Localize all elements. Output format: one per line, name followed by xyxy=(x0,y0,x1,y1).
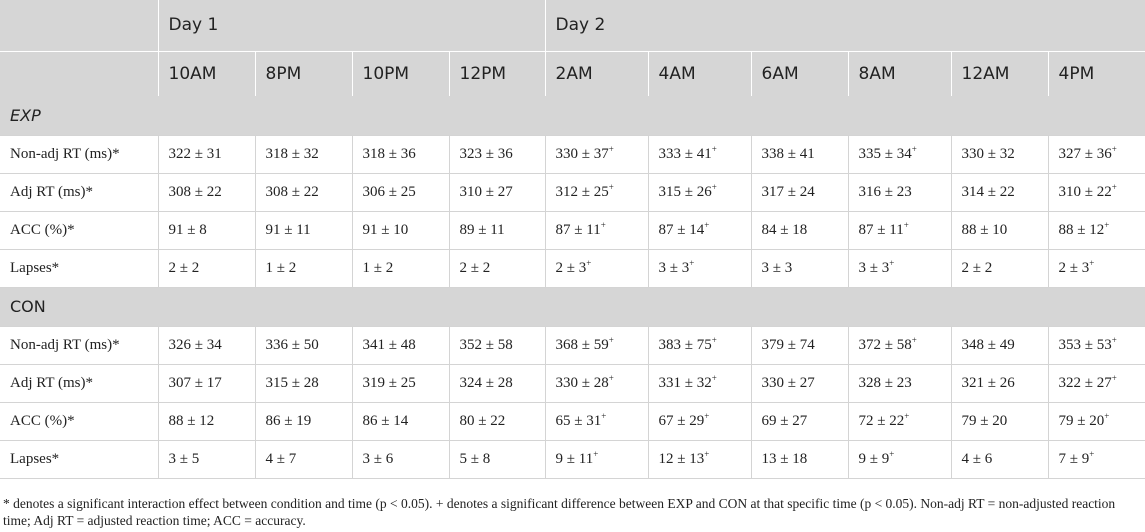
cell-value: 307 ± 17 xyxy=(168,374,222,391)
table-cell xyxy=(255,364,352,402)
significance-marker: + xyxy=(1111,181,1117,192)
table-cell xyxy=(352,249,449,287)
significance-marker: + xyxy=(1111,372,1117,383)
cell-value: 67 ± 29 xyxy=(658,412,705,429)
significance-marker: + xyxy=(711,143,717,154)
table-cell xyxy=(352,402,449,440)
cell-value: 86 ± 19 xyxy=(265,412,312,429)
table-cell xyxy=(951,135,1048,173)
cell-value: 3 ± 3 xyxy=(761,259,793,276)
table-cell xyxy=(255,173,352,211)
table-cell xyxy=(1048,249,1145,287)
cell-value: 379 ± 74 xyxy=(761,336,815,353)
cell-value: 12 ± 13 xyxy=(658,450,705,467)
cell-value: 318 ± 36 xyxy=(362,145,416,162)
significance-marker: + xyxy=(593,448,599,459)
cell-value: 327 ± 36 xyxy=(1058,145,1112,162)
table-cell xyxy=(352,440,449,478)
significance-marker: + xyxy=(711,181,717,192)
row-label: Adj RT (ms)* xyxy=(0,173,158,211)
table-cell xyxy=(648,249,751,287)
table-row xyxy=(0,364,1145,402)
table-cell xyxy=(352,326,449,364)
table-cell xyxy=(449,249,545,287)
cell-value: 330 ± 27 xyxy=(761,374,815,391)
cell-value: 315 ± 28 xyxy=(265,374,319,391)
table-cell xyxy=(545,440,648,478)
cell-value: 2 ± 2 xyxy=(459,259,491,276)
significance-marker: + xyxy=(1104,219,1110,230)
header-time: 2AM xyxy=(545,51,648,96)
table-cell xyxy=(158,364,255,402)
section-label: EXP xyxy=(0,96,1145,135)
cell-value: 319 ± 25 xyxy=(362,374,416,391)
significance-marker: + xyxy=(601,410,607,421)
table-cell xyxy=(1048,326,1145,364)
table-row xyxy=(0,173,1145,211)
cell-value: 352 ± 58 xyxy=(459,336,513,353)
table-cell xyxy=(449,326,545,364)
significance-marker: + xyxy=(911,334,917,345)
significance-marker: + xyxy=(704,219,710,230)
cell-value: 338 ± 41 xyxy=(761,145,815,162)
table-cell xyxy=(1048,135,1145,173)
cell-value: 5 ± 8 xyxy=(459,450,491,467)
cell-value: 86 ± 14 xyxy=(362,412,409,429)
table-cell xyxy=(255,440,352,478)
cell-value: 335 ± 34 xyxy=(858,145,912,162)
cell-value: 79 ± 20 xyxy=(1058,412,1105,429)
table-cell xyxy=(449,211,545,249)
table-cell xyxy=(449,173,545,211)
table-cell xyxy=(751,249,848,287)
cell-value: 330 ± 32 xyxy=(961,145,1015,162)
cell-value: 308 ± 22 xyxy=(168,183,222,200)
significance-marker: + xyxy=(689,257,695,268)
table-cell xyxy=(255,135,352,173)
table-cell xyxy=(255,249,352,287)
table-cell xyxy=(648,326,751,364)
cell-value: 310 ± 22 xyxy=(1058,183,1112,200)
row-label: Lapses* xyxy=(0,249,158,287)
cell-value: 368 ± 59 xyxy=(555,336,609,353)
header-time: 8AM xyxy=(848,51,951,96)
cell-value: 3 ± 3 xyxy=(858,259,890,276)
table-cell xyxy=(848,135,951,173)
cell-value: 9 ± 9 xyxy=(858,450,890,467)
table-cell xyxy=(751,135,848,173)
cell-value: 88 ± 12 xyxy=(168,412,215,429)
cell-value: 80 ± 22 xyxy=(459,412,506,429)
cell-value: 87 ± 11 xyxy=(555,221,601,238)
table-cell xyxy=(545,364,648,402)
table-cell xyxy=(545,135,648,173)
table-cell xyxy=(1048,364,1145,402)
table-cell xyxy=(648,402,751,440)
cell-value: 306 ± 25 xyxy=(362,183,416,200)
table-cell xyxy=(545,211,648,249)
cell-value: 322 ± 31 xyxy=(168,145,222,162)
cell-value: 2 ± 3 xyxy=(555,259,587,276)
cell-value: 88 ± 12 xyxy=(1058,221,1105,238)
table-row xyxy=(0,135,1145,173)
header-time: 12PM xyxy=(449,51,545,96)
cell-value: 328 ± 23 xyxy=(858,374,912,391)
cell-value: 13 ± 18 xyxy=(761,450,808,467)
cell-value: 372 ± 58 xyxy=(858,336,912,353)
cell-value: 341 ± 48 xyxy=(362,336,416,353)
cell-value: 310 ± 27 xyxy=(459,183,513,200)
cell-value: 79 ± 20 xyxy=(961,412,1008,429)
cell-value: 321 ± 26 xyxy=(961,374,1015,391)
table-cell xyxy=(648,440,751,478)
cell-value: 87 ± 11 xyxy=(858,221,904,238)
cell-value: 4 ± 6 xyxy=(961,450,993,467)
significance-marker: + xyxy=(889,448,895,459)
table-footnote: * denotes a significant interaction effect between condition and time (p < 0.05). + denotes a significant difference between EXP and CON at that specific time (p < 0.05). Non-adj RT = non-adjusted reaction time; Adj RT = adjusted reaction time; ACC = accuracy. xyxy=(3,496,1116,528)
table-cell xyxy=(751,211,848,249)
table-cell xyxy=(158,249,255,287)
significance-marker: + xyxy=(1089,257,1095,268)
significance-marker: + xyxy=(586,257,592,268)
significance-marker: + xyxy=(903,219,909,230)
significance-marker: + xyxy=(608,181,614,192)
table-cell xyxy=(848,173,951,211)
cell-value: 316 ± 23 xyxy=(858,183,912,200)
significance-marker: + xyxy=(704,448,710,459)
cell-value: 4 ± 7 xyxy=(265,450,297,467)
table-header xyxy=(0,0,1145,96)
cell-value: 3 ± 5 xyxy=(168,450,200,467)
significance-marker: + xyxy=(1104,410,1110,421)
section-label: CON xyxy=(0,287,1145,326)
significance-marker: + xyxy=(904,410,910,421)
table-cell xyxy=(951,440,1048,478)
table-cell xyxy=(545,402,648,440)
table-cell xyxy=(158,135,255,173)
table-cell xyxy=(648,135,751,173)
header-time: 12AM xyxy=(951,51,1048,96)
cell-value: 69 ± 27 xyxy=(761,412,808,429)
significance-marker: + xyxy=(711,372,717,383)
table-cell xyxy=(848,402,951,440)
cell-value: 314 ± 22 xyxy=(961,183,1015,200)
significance-marker: + xyxy=(608,143,614,154)
cell-value: 326 ± 34 xyxy=(168,336,222,353)
header-corner xyxy=(0,0,158,51)
header-time: 4AM xyxy=(648,51,751,96)
header-time: 4PM xyxy=(1048,51,1145,96)
table-cell xyxy=(1048,440,1145,478)
header-row-days xyxy=(0,0,1145,51)
table-cell xyxy=(848,364,951,402)
table-cell xyxy=(158,326,255,364)
cell-value: 308 ± 22 xyxy=(265,183,319,200)
table-cell xyxy=(352,173,449,211)
table-cell xyxy=(255,326,352,364)
table-cell xyxy=(255,402,352,440)
significance-marker: + xyxy=(704,410,710,421)
table-cell xyxy=(751,326,848,364)
cell-value: 65 ± 31 xyxy=(555,412,602,429)
table-cell xyxy=(352,364,449,402)
section-header-row xyxy=(0,287,1145,326)
table-cell xyxy=(1048,173,1145,211)
table-cell xyxy=(545,173,648,211)
cell-value: 1 ± 2 xyxy=(362,259,394,276)
header-time: 6AM xyxy=(751,51,848,96)
section-header-row xyxy=(0,96,1145,135)
table-cell xyxy=(751,440,848,478)
table-cell xyxy=(751,173,848,211)
table-row xyxy=(0,326,1145,364)
cell-value: 7 ± 9 xyxy=(1058,450,1090,467)
significance-marker: + xyxy=(711,334,717,345)
cell-value: 3 ± 6 xyxy=(362,450,394,467)
table-cell xyxy=(449,135,545,173)
significance-marker: + xyxy=(1089,448,1095,459)
table-row xyxy=(0,440,1145,478)
table-cell xyxy=(158,402,255,440)
cell-value: 88 ± 10 xyxy=(961,221,1008,238)
cell-value: 312 ± 25 xyxy=(555,183,609,200)
header-day-1: Day 1 xyxy=(158,0,545,51)
table-cell xyxy=(1048,211,1145,249)
table-cell xyxy=(158,173,255,211)
table-cell xyxy=(545,326,648,364)
header-time: 8PM xyxy=(255,51,352,96)
cell-value: 324 ± 28 xyxy=(459,374,513,391)
significance-marker: + xyxy=(600,219,606,230)
significance-marker: + xyxy=(911,143,917,154)
table-cell xyxy=(848,211,951,249)
table-cell xyxy=(449,402,545,440)
table-cell xyxy=(951,173,1048,211)
row-label: Lapses* xyxy=(0,440,158,478)
cell-value: 383 ± 75 xyxy=(658,336,712,353)
table-cell xyxy=(751,364,848,402)
table-cell xyxy=(648,173,751,211)
table-cell xyxy=(848,249,951,287)
table-cell xyxy=(158,440,255,478)
cell-value: 336 ± 50 xyxy=(265,336,319,353)
cell-value: 317 ± 24 xyxy=(761,183,815,200)
cell-value: 331 ± 32 xyxy=(658,374,712,391)
table-row xyxy=(0,402,1145,440)
cell-value: 330 ± 37 xyxy=(555,145,609,162)
table-cell xyxy=(951,364,1048,402)
cell-value: 72 ± 22 xyxy=(858,412,905,429)
cell-value: 3 ± 3 xyxy=(658,259,690,276)
table-cell xyxy=(648,364,751,402)
table-cell xyxy=(951,211,1048,249)
significance-marker: + xyxy=(608,372,614,383)
cell-value: 89 ± 11 xyxy=(459,221,505,238)
row-label: Non-adj RT (ms)* xyxy=(0,135,158,173)
header-corner xyxy=(0,51,158,96)
table-cell xyxy=(951,326,1048,364)
cell-value: 87 ± 14 xyxy=(658,221,705,238)
row-label: ACC (%)* xyxy=(0,211,158,249)
significance-marker: + xyxy=(1111,143,1117,154)
table-body xyxy=(0,96,1145,478)
table-cell xyxy=(848,326,951,364)
cell-value: 91 ± 8 xyxy=(168,221,207,238)
header-row-times xyxy=(0,51,1145,96)
table-cell xyxy=(951,402,1048,440)
cell-value: 353 ± 53 xyxy=(1058,336,1112,353)
cell-value: 322 ± 27 xyxy=(1058,374,1112,391)
header-time: 10AM xyxy=(158,51,255,96)
cell-value: 323 ± 36 xyxy=(459,145,513,162)
cell-value: 9 ± 11 xyxy=(555,450,594,467)
significance-marker: + xyxy=(889,257,895,268)
cell-value: 2 ± 2 xyxy=(961,259,993,276)
cell-value: 2 ± 2 xyxy=(168,259,200,276)
table-cell xyxy=(449,440,545,478)
row-label: ACC (%)* xyxy=(0,402,158,440)
table-cell xyxy=(1048,402,1145,440)
table-cell xyxy=(751,402,848,440)
cell-value: 1 ± 2 xyxy=(265,259,297,276)
significance-marker: + xyxy=(608,334,614,345)
table-cell xyxy=(352,211,449,249)
table-cell xyxy=(352,135,449,173)
cell-value: 315 ± 26 xyxy=(658,183,712,200)
cell-value: 348 ± 49 xyxy=(961,336,1015,353)
cell-value: 91 ± 11 xyxy=(265,221,311,238)
table-row xyxy=(0,249,1145,287)
table-cell xyxy=(545,249,648,287)
cell-value: 2 ± 3 xyxy=(1058,259,1090,276)
table-cell xyxy=(951,249,1048,287)
table-cell xyxy=(449,364,545,402)
header-time: 10PM xyxy=(352,51,449,96)
cell-value: 330 ± 28 xyxy=(555,374,609,391)
cell-value: 91 ± 10 xyxy=(362,221,409,238)
cell-value: 84 ± 18 xyxy=(761,221,808,238)
cell-value: 333 ± 41 xyxy=(658,145,712,162)
table-cell xyxy=(848,440,951,478)
table-cell xyxy=(648,211,751,249)
significance-marker: + xyxy=(1111,334,1117,345)
header-day-2: Day 2 xyxy=(545,0,1145,51)
row-label: Non-adj RT (ms)* xyxy=(0,326,158,364)
cell-value: 318 ± 32 xyxy=(265,145,319,162)
row-label: Adj RT (ms)* xyxy=(0,364,158,402)
table-cell xyxy=(158,211,255,249)
table-row xyxy=(0,211,1145,249)
table-cell xyxy=(255,211,352,249)
